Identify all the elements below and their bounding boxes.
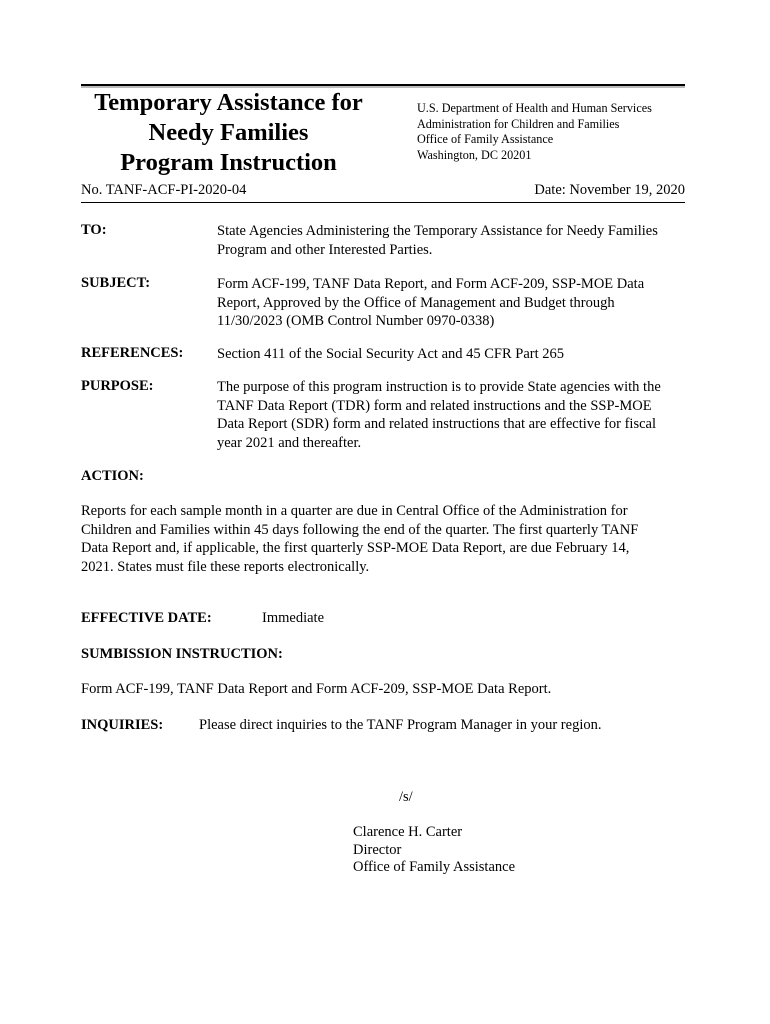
purpose-line: year 2021 and thereafter. [217, 434, 362, 451]
effective-date-value: Immediate [262, 610, 325, 626]
agency-line: U.S. Department of Health and Human Services [417, 101, 652, 115]
agency-address [417, 101, 652, 163]
agency-line: Administration for Children and Families [417, 116, 620, 131]
title-line: Program Instruction [120, 149, 337, 176]
title-line: Temporary Assistance for [94, 89, 363, 116]
purpose-line: TANF Data Report (TDR) form and related instructions and the SSP-MOE [217, 397, 652, 414]
subject-line: 11/30/2023 (OMB Control Number 0970-0338) [217, 313, 495, 330]
subject-line: Form ACF-199, TANF Data Report, and Form ACF-209, SSP-MOE Data [217, 276, 645, 292]
to-line: State Agencies Administering the Temporary Assistance for Needy Families [217, 223, 658, 239]
agency-line: Office of Family Assistance [417, 132, 554, 147]
action-line: 2021. States must file these reports electronically. [81, 558, 370, 575]
signature-mark: /s/ [399, 789, 413, 805]
signer-office: Office of Family Assistance [353, 859, 516, 876]
document-title [81, 88, 376, 178]
purpose-label: PURPOSE: [81, 378, 154, 394]
signer-title: Director [353, 841, 402, 858]
agency-line: Washington, DC 20201 [417, 147, 532, 162]
subject-line: Report, Approved by the Office of Management and Budget through [217, 294, 615, 311]
inquiries-text: Please direct inquiries to the TANF Program Manager in your region. [199, 717, 602, 733]
title-line: Needy Families [148, 119, 309, 146]
purpose-line: Data Report (SDR) form and related instructions that are effective for fiscal [217, 416, 657, 433]
subject-label: SUBJECT: [81, 275, 151, 291]
purpose-value [217, 378, 687, 452]
references-value: Section 411 of the Social Security Act and 45 CFR Part 265 [217, 346, 565, 362]
to-line: Program and other Interested Parties. [217, 241, 433, 258]
subject-value [217, 275, 687, 331]
action-line: Data Report and, if applicable, the first quarterly SSP-MOE Data Report, are due February 14, [81, 540, 630, 557]
pi-number: No. TANF-ACF-PI-2020-04 [81, 182, 247, 198]
references-label: REFERENCES: [81, 345, 184, 361]
to-label: TO: [81, 222, 107, 238]
signer-name: Clarence H. Carter [353, 824, 463, 840]
signature-block [353, 824, 515, 877]
inquiries-label: INQUIRIES: [81, 717, 164, 733]
action-label: ACTION: [81, 468, 144, 484]
header-top-rule [81, 84, 685, 86]
submission-text: Form ACF-199, TANF Data Report and Form ACF-209, SSP-MOE Data Report. [81, 681, 552, 697]
action-line: Children and Families within 45 days following the end of the quarter. The first quarterly TANF [81, 521, 639, 538]
submission-label: SUMBISSION INSTRUCTION: [81, 646, 283, 662]
action-line: Reports for each sample month in a quarter are due in Central Office of the Administration for [81, 503, 628, 519]
header-bottom-rule [81, 202, 685, 203]
pi-date: Date: November 19, 2020 [534, 182, 685, 198]
purpose-line: The purpose of this program instruction is to provide State agencies with the [217, 379, 661, 395]
to-value [217, 222, 687, 259]
effective-date-label: EFFECTIVE DATE: [81, 610, 212, 626]
action-paragraph [81, 502, 685, 576]
